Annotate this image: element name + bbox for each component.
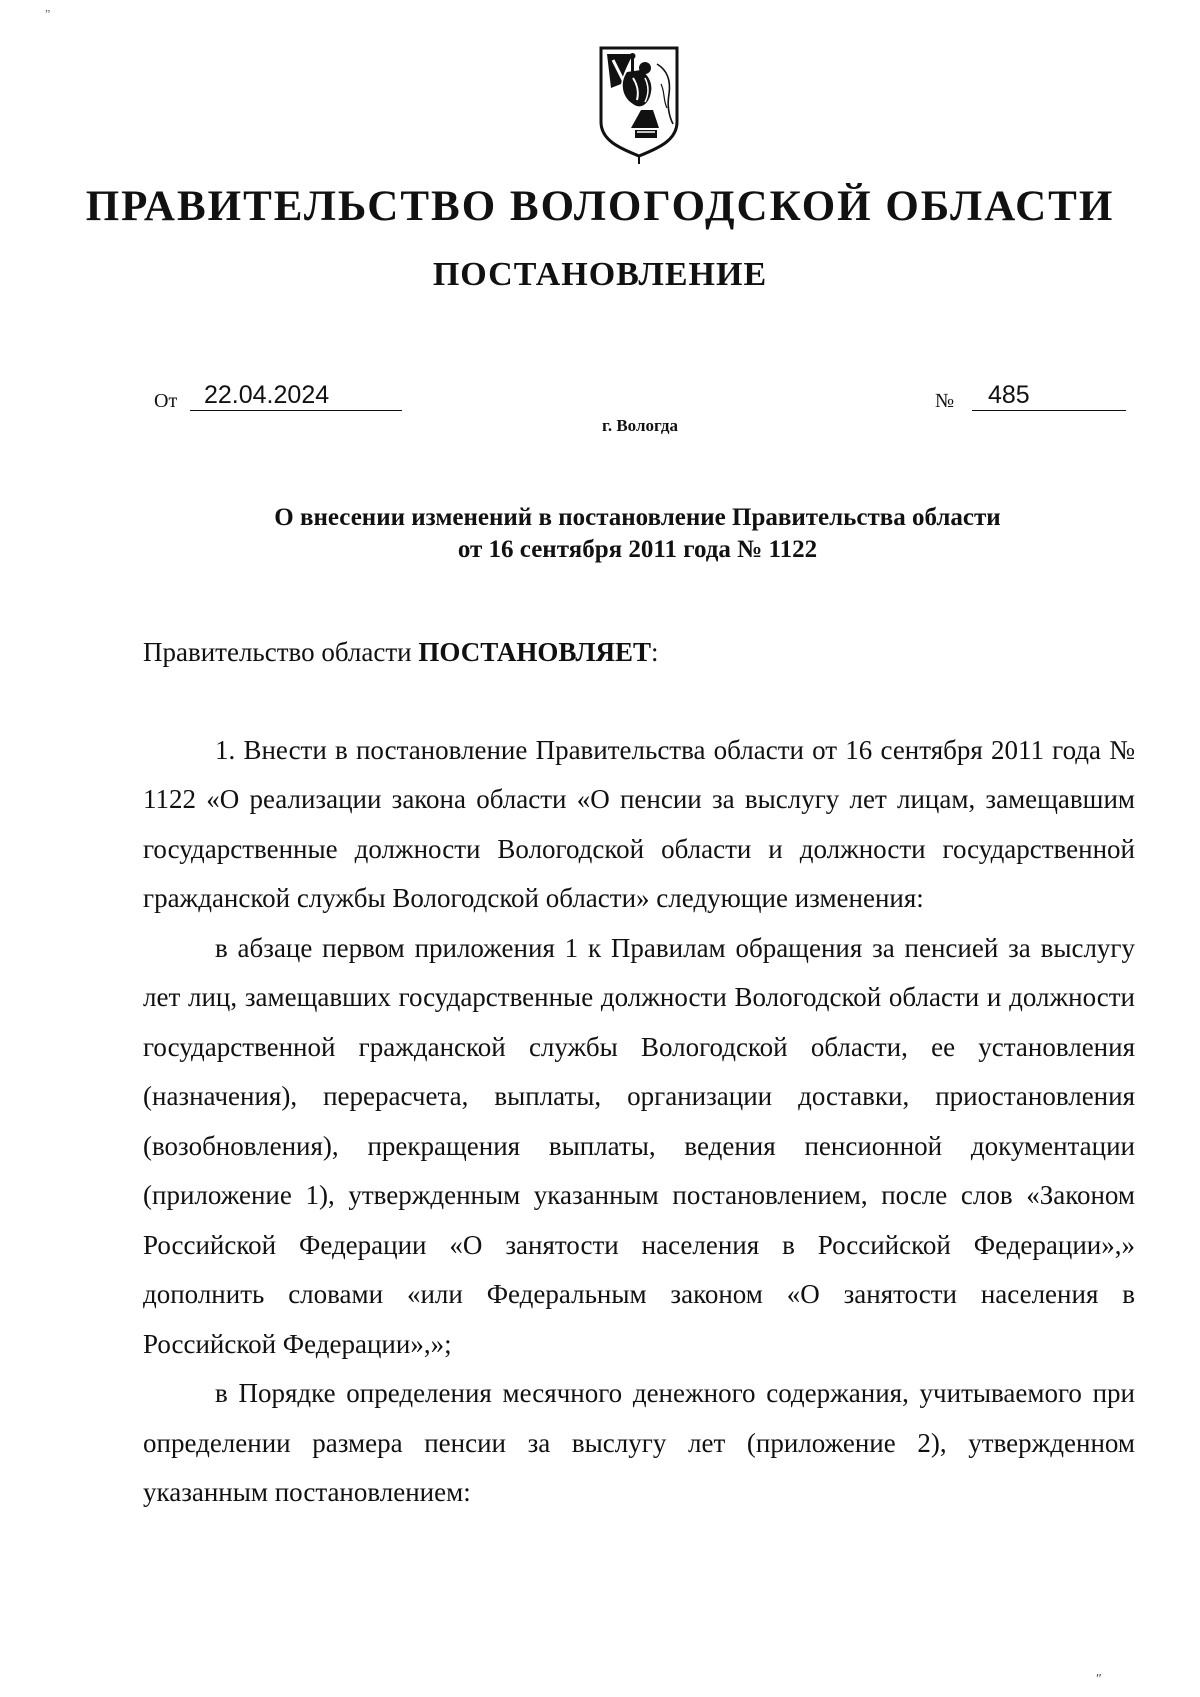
document-type: ПОСТАНОВЛЕНИЕ xyxy=(432,256,768,293)
coat-of-arms-icon xyxy=(597,44,681,164)
preamble xyxy=(143,628,1135,678)
organization-title: ПРАВИТЕЛЬСТВО ВОЛОГОДСКОЙ ОБЛАСТИ xyxy=(85,183,1115,230)
subject-line-2: от 16 сентября 2011 года № 1122 xyxy=(457,536,818,563)
document-date: 22.04.2024 xyxy=(190,380,402,411)
number-prefix: № xyxy=(935,390,955,412)
preamble-text: Правительство области xyxy=(143,637,419,667)
scan-mark-bottom: ″ xyxy=(1096,1672,1102,1687)
preamble-colon: : xyxy=(650,637,659,667)
document-number: 485 xyxy=(972,380,1126,411)
city: г. Вологда xyxy=(602,416,678,435)
paragraph-2: в абзаце первом приложения 1 к Правилам обращения за пенсией за выслугу лет лиц, замещавших государственные должности Вологодской области и должности государственной гражданской службы Вологодской области, ее установления (назначения), перерасчета, выплаты, организации доставки, приостановления (возобновления), прекращения выплаты, ведения пенсионной документации (приложение 1), утвержденным указанным постановлением, после слов «Законом Российской Федерации «О занятости населения в Российской Федерации»,» дополнить словами «или Федеральным законом «О занятости населения в Российской Федерации»,»; xyxy=(143,932,1135,1359)
subject-line-1: О внесении изменений в постановление Правительства области xyxy=(274,504,1001,531)
document-body xyxy=(143,628,1135,1518)
preamble-decree-word: ПОСТАНОВЛЯЕТ xyxy=(418,637,651,667)
scan-mark-top: „ xyxy=(45,0,51,14)
paragraph-3: в Порядке определения месячного денежного содержания, учитываемого при определении размера пенсии за выслугу лет (приложение 2), утвержденном указанным постановлением: xyxy=(143,1378,1135,1507)
date-prefix: От xyxy=(154,390,178,412)
document-subject xyxy=(0,502,1200,566)
paragraph-1: 1. Внести в постановление Правительства области от 16 сентября 2011 года № 1122 «О реализации закона области «О пенсии за выслугу лет лицам, замещавшим государственные должности Вологодской области и должности государственной гражданской службы Вологодской области» следующие изменения: xyxy=(143,734,1135,913)
